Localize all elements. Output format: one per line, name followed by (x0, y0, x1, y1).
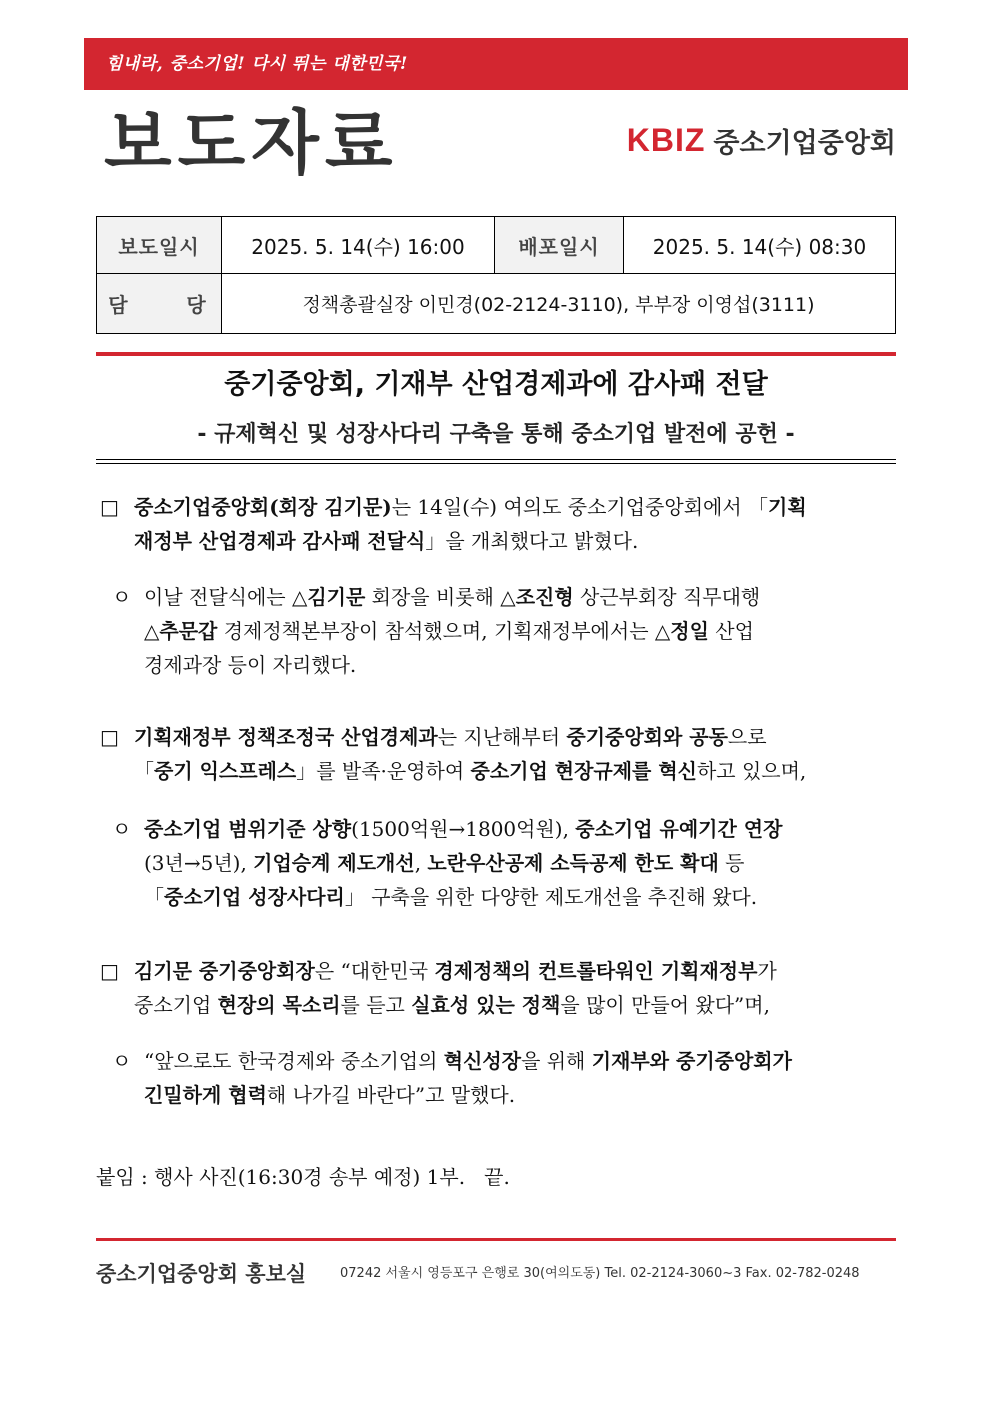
distribute-date-label: 배포일시 (495, 217, 624, 274)
p3-text-bold: 김기문 중기중앙회장 (134, 959, 315, 983)
footer-rule (96, 1238, 896, 1241)
p2-text-bold: 중기 익스프레스 (154, 759, 297, 783)
p3-text: 중소기업 (134, 993, 218, 1017)
paragraph-3-sub (112, 1044, 898, 1112)
s2-text: , (414, 851, 428, 875)
p2-text-bold: 중기중앙회와 공동 (566, 725, 728, 749)
contact-value: 정책총괄실장 이민경(02-2124-3110), 부부장 이영섭(3111) (222, 274, 896, 334)
release-date-value: 2025. 5. 14(수) 16:00 (222, 217, 495, 274)
p1-text: 는 14일(수) 여의도 중소기업중앙회에서 「 (391, 495, 769, 519)
s1-text: △ (144, 619, 160, 643)
s2-text-bold: 중소기업 범위기준 상향 (144, 817, 352, 841)
s2-text-bold: 중소기업 성장사다리 (164, 885, 345, 909)
s1-text-bold: 조진형 (515, 585, 574, 609)
s2-text: 」 구축을 위한 다양한 제도개선을 추진해 왔다. (344, 885, 758, 909)
s2-text-bold: 기업승계 제도개선 (253, 851, 415, 875)
s1-text-bold: 추문갑 (159, 619, 218, 643)
p3-text: 을 많이 만들어 왔다”며, (560, 993, 770, 1017)
s3-text-bold: 긴밀하게 협력 (144, 1083, 267, 1107)
square-bullet: □ (100, 959, 119, 983)
logo-brand: KBIZ (626, 121, 706, 158)
s2-text: 「 (144, 885, 164, 909)
p3-text-bold: 경제정책의 컨트롤타워인 기획재정부 (434, 959, 758, 983)
paragraph-3 (100, 954, 900, 1022)
paragraph-2-sub (112, 812, 898, 914)
p1-text-bold: 중소기업중앙회(회장 김기문) (134, 495, 392, 519)
distribute-date-value: 2025. 5. 14(수) 08:30 (624, 217, 896, 274)
p1-text-bold: 재정부 산업경제과 감사패 전달식 (134, 529, 426, 553)
paragraph-1-sub (112, 580, 898, 682)
circle-bullet: ㅇ (112, 1049, 132, 1073)
logo-org-name: 중소기업중앙회 (713, 127, 896, 159)
p2-text: 하고 있으며, (696, 759, 807, 783)
p2-text-bold: 기획재정부 정책조정국 산업경제과 (134, 725, 438, 749)
p3-text-bold: 실효성 있는 정책 (411, 993, 561, 1017)
s1-text-bold: 정일 (670, 619, 709, 643)
s1-text: 경제정책본부장이 참석했으며, 기획재정부에서는 △ (217, 619, 671, 643)
s3-text-bold: 기재부와 중기중앙회가 (591, 1049, 792, 1073)
paragraph-2 (100, 720, 900, 788)
circle-bullet: ㅇ (112, 817, 132, 841)
kbiz-logo (627, 120, 896, 160)
headline-subtitle: - 규제혁신 및 성장사다리 구축을 통해 중소기업 발전에 공헌 - (197, 422, 795, 447)
s2-text: (1500억원→1800억원), (351, 817, 576, 841)
s3-text-bold: 혁신성장 (443, 1049, 522, 1073)
headline-bottom-rule (96, 459, 896, 464)
release-info-table (96, 216, 896, 334)
p2-text: 「 (134, 759, 154, 783)
headline-title: 중기중앙회, 기재부 산업경제과에 감사패 전달 (224, 369, 768, 400)
s3-text: 해 나가길 바란다”고 말했다. (266, 1083, 516, 1107)
s2-text: (3년→5년), (144, 851, 254, 875)
slogan-banner: 힘내라, 중소기업! 다시 뛰는 대한민국! (84, 38, 908, 90)
headline-top-rule (96, 352, 896, 356)
attachment-note: 붙임 : 행사 사진(16:30경 송부 예정) 1부. 끝. (96, 1165, 510, 1189)
p1-text: 」을 개최했다고 밝혔다. (425, 529, 639, 553)
s3-text: 을 위해 (521, 1049, 592, 1073)
p3-text-bold: 현장의 목소리 (217, 993, 341, 1017)
release-date-label: 보도일시 (97, 217, 222, 274)
s1-text: 이날 전달식에는 △ (144, 585, 308, 609)
s1-text: 상근부회장 직무대행 (573, 585, 761, 609)
p2-text: 」를 발족·운영하여 (296, 759, 471, 783)
p2-text: 는 지난해부터 (437, 725, 567, 749)
s1-text-bold: 김기문 (307, 585, 366, 609)
p3-text: 은 “대한민국 (314, 959, 435, 983)
s2-text-bold: 노란우산공제 소득공제 한도 확대 (427, 851, 719, 875)
p1-text-bold: 기획 (768, 495, 807, 519)
s1-text: 경제과장 등이 자리했다. (144, 653, 357, 677)
s2-text-bold: 중소기업 유예기간 연장 (575, 817, 783, 841)
footer-dept: 중소기업중앙회 홍보실 (96, 1262, 307, 1286)
footer-address: 07242 서울시 영등포구 은행로 30(여의도동) Tel. 02-2124-3060~3 Fax. 02-782-0248 (340, 1266, 860, 1281)
p2-text: 으로 (727, 725, 767, 749)
s2-text: 등 (718, 851, 745, 875)
p2-text-bold: 중소기업 현장규제를 혁신 (470, 759, 697, 783)
page-title: 보도자료 (104, 102, 399, 184)
circle-bullet: ㅇ (112, 585, 132, 609)
p3-text: 가 (757, 959, 777, 983)
square-bullet: □ (100, 725, 119, 749)
contact-label: 담 당 (97, 274, 222, 334)
s1-text: 회장을 비롯해 △ (365, 585, 516, 609)
s1-text: 산업 (708, 619, 754, 643)
paragraph-1 (100, 490, 900, 558)
p3-text: 를 듣고 (340, 993, 412, 1017)
square-bullet: □ (100, 495, 119, 519)
s3-text: “앞으로도 한국경제와 중소기업의 (144, 1049, 444, 1073)
